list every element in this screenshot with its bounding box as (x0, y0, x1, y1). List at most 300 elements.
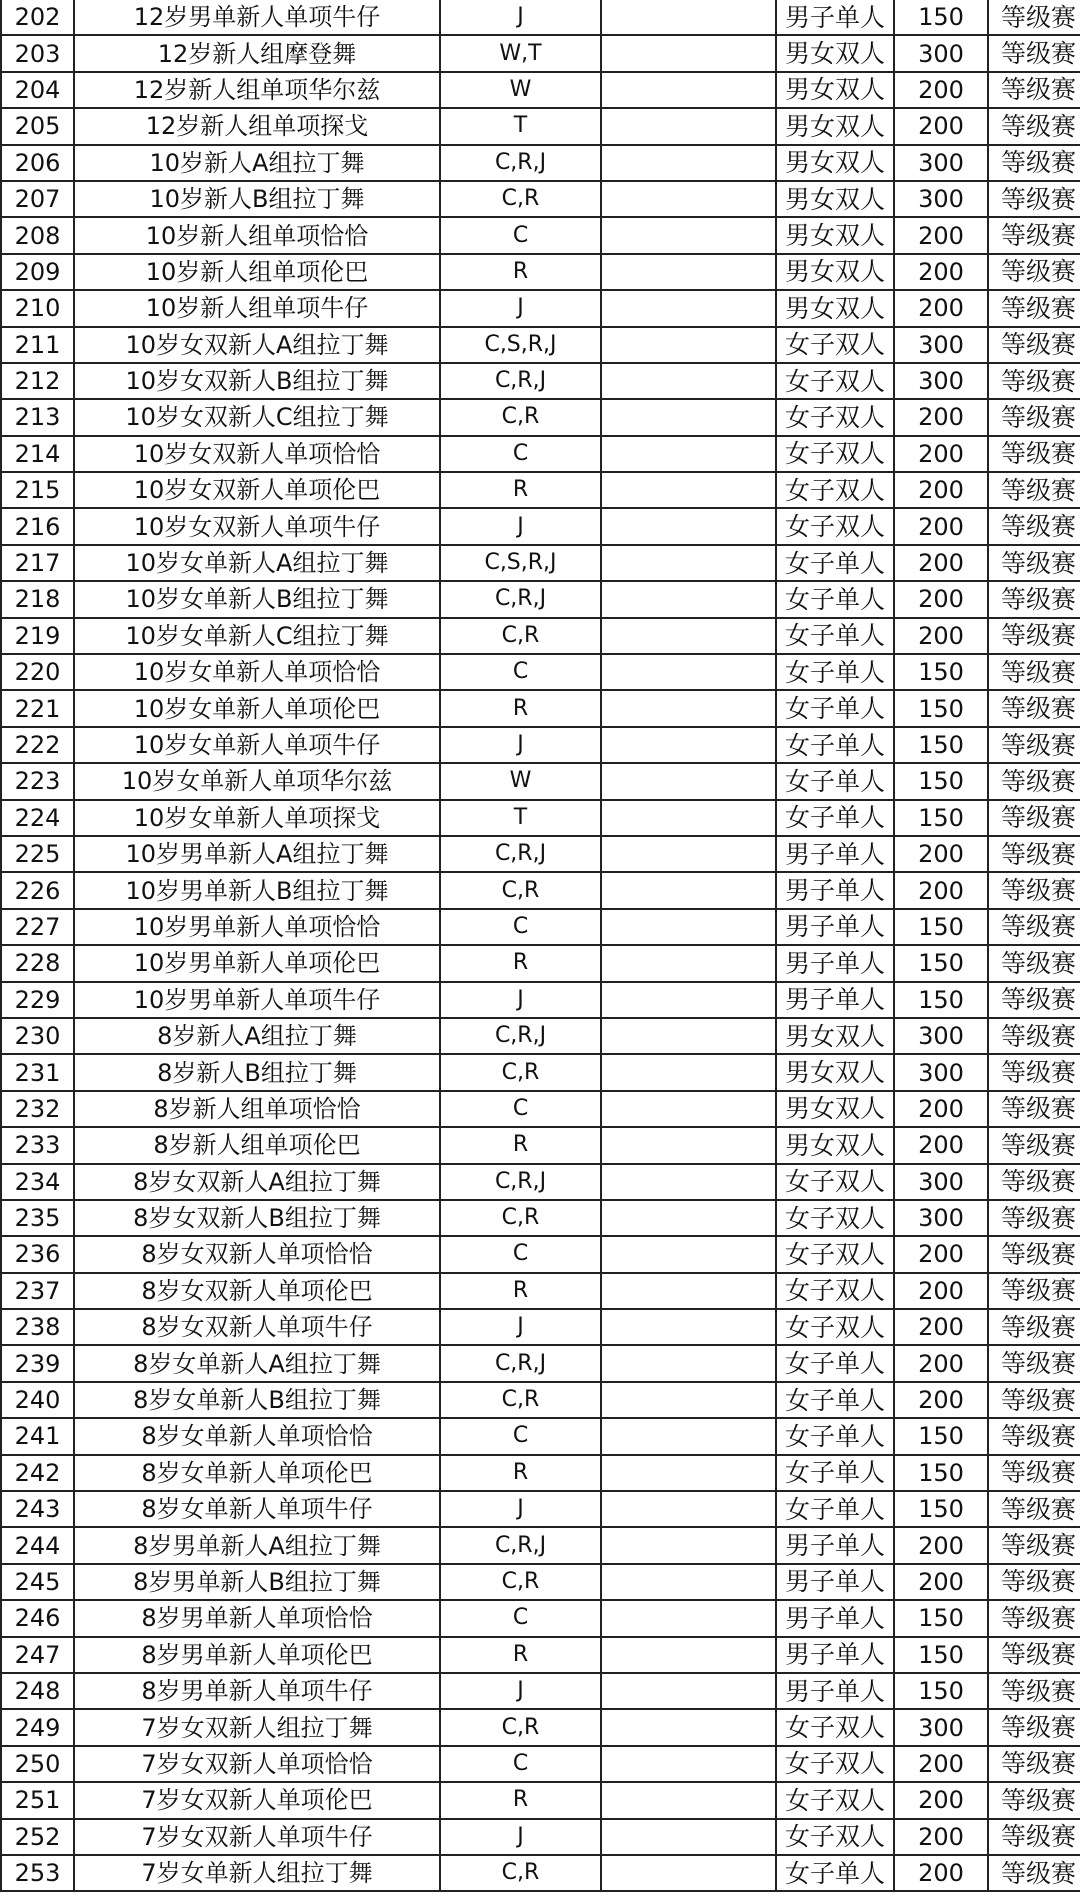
event-name-cell: 10岁新人组单项恰恰 (74, 217, 440, 253)
event-name-cell: 8岁男单新人B组拉丁舞 (74, 1564, 440, 1600)
entry-type-cell: 女子双人 (776, 1200, 894, 1236)
entry-type-cell: 女子双人 (776, 1164, 894, 1200)
level-cell: 等级赛 (988, 436, 1080, 472)
table-row (1, 1345, 1080, 1381)
entry-type-cell: 男女双人 (776, 290, 894, 326)
dance-code-cell: R (440, 1782, 601, 1818)
blank-cell (601, 0, 776, 35)
table-row (1, 545, 1080, 581)
blank-cell (601, 1309, 776, 1345)
event-number-cell: 246 (1, 1600, 74, 1636)
entry-type-cell: 男女双人 (776, 72, 894, 108)
blank-cell (601, 618, 776, 654)
dance-code-cell: C (440, 1418, 601, 1454)
event-number-cell: 240 (1, 1382, 74, 1418)
event-number-cell: 238 (1, 1309, 74, 1345)
entry-type-cell: 女子单人 (776, 763, 894, 799)
entry-type-cell: 男子单人 (776, 945, 894, 981)
event-name-cell: 10岁女单新人单项探戈 (74, 800, 440, 836)
event-name-cell: 8岁男单新人单项牛仔 (74, 1673, 440, 1709)
fee-cell: 200 (894, 1382, 988, 1418)
dance-code-cell: C,R (440, 1564, 601, 1600)
level-cell: 等级赛 (988, 1673, 1080, 1709)
blank-cell (601, 909, 776, 945)
fee-cell: 200 (894, 618, 988, 654)
dance-code-cell: C,R (440, 1382, 601, 1418)
table-row (1, 1855, 1080, 1891)
event-number-cell: 209 (1, 254, 74, 290)
blank-cell (601, 545, 776, 581)
fee-cell: 200 (894, 1273, 988, 1309)
table-row (1, 1127, 1080, 1163)
blank-cell (601, 763, 776, 799)
entry-type-cell: 女子双人 (776, 1273, 894, 1309)
blank-cell (601, 399, 776, 435)
blank-cell (601, 145, 776, 181)
entry-type-cell: 女子双人 (776, 1819, 894, 1855)
event-name-cell: 12岁新人组单项探戈 (74, 108, 440, 144)
event-number-cell: 232 (1, 1091, 74, 1127)
blank-cell (601, 254, 776, 290)
event-name-cell: 7岁女双新人单项伦巴 (74, 1782, 440, 1818)
event-number-cell: 224 (1, 800, 74, 836)
event-name-cell: 7岁女双新人单项恰恰 (74, 1746, 440, 1782)
event-name-cell: 8岁女单新人单项牛仔 (74, 1491, 440, 1527)
event-name-cell: 10岁女单新人单项伦巴 (74, 690, 440, 726)
entry-type-cell: 男女双人 (776, 1091, 894, 1127)
blank-cell (601, 945, 776, 981)
level-cell: 等级赛 (988, 1309, 1080, 1345)
dance-code-cell: R (440, 1637, 601, 1673)
entry-type-cell: 男子单人 (776, 982, 894, 1018)
level-cell: 等级赛 (988, 1491, 1080, 1527)
table-row (1, 1164, 1080, 1200)
table-row (1, 872, 1080, 908)
entry-type-cell: 女子单人 (776, 800, 894, 836)
dance-code-cell: C,R,J (440, 1345, 601, 1381)
dance-code-cell: R (440, 1273, 601, 1309)
event-number-cell: 242 (1, 1455, 74, 1491)
dance-code-cell: C,R,J (440, 1018, 601, 1054)
entry-type-cell: 女子双人 (776, 1309, 894, 1345)
table-row (1, 108, 1080, 144)
table-row (1, 254, 1080, 290)
level-cell: 等级赛 (988, 1855, 1080, 1891)
event-name-cell: 10岁女单新人单项牛仔 (74, 727, 440, 763)
fee-cell: 300 (894, 145, 988, 181)
table-row (1, 1819, 1080, 1855)
level-cell: 等级赛 (988, 1709, 1080, 1745)
fee-cell: 200 (894, 436, 988, 472)
table-row (1, 1600, 1080, 1636)
dance-code-cell: T (440, 108, 601, 144)
table-row (1, 1091, 1080, 1127)
entry-type-cell: 男子单人 (776, 1637, 894, 1673)
dance-code-cell: C,R (440, 1855, 601, 1891)
blank-cell (601, 1127, 776, 1163)
dance-code-cell: J (440, 982, 601, 1018)
fee-cell: 200 (894, 108, 988, 144)
fee-cell: 150 (894, 1673, 988, 1709)
table-row (1, 1018, 1080, 1054)
event-name-cell: 10岁女双新人C组拉丁舞 (74, 399, 440, 435)
entry-type-cell: 男子单人 (776, 836, 894, 872)
entry-type-cell: 女子双人 (776, 1746, 894, 1782)
event-number-cell: 207 (1, 181, 74, 217)
event-name-cell: 8岁女单新人A组拉丁舞 (74, 1345, 440, 1381)
event-number-cell: 217 (1, 545, 74, 581)
fee-cell: 300 (894, 1709, 988, 1745)
event-name-cell: 10岁女双新人单项伦巴 (74, 472, 440, 508)
table-row (1, 1673, 1080, 1709)
event-name-cell: 8岁女双新人单项牛仔 (74, 1309, 440, 1345)
event-name-cell: 8岁新人B组拉丁舞 (74, 1054, 440, 1090)
level-cell: 等级赛 (988, 1527, 1080, 1563)
table-row (1, 654, 1080, 690)
level-cell: 等级赛 (988, 108, 1080, 144)
entry-type-cell: 男子单人 (776, 909, 894, 945)
level-cell: 等级赛 (988, 872, 1080, 908)
dance-code-cell: C,R,J (440, 581, 601, 617)
blank-cell (601, 290, 776, 326)
blank-cell (601, 1637, 776, 1673)
fee-cell: 300 (894, 1054, 988, 1090)
blank-cell (601, 181, 776, 217)
fee-cell: 300 (894, 327, 988, 363)
event-name-cell: 10岁女单新人C组拉丁舞 (74, 618, 440, 654)
fee-cell: 200 (894, 1746, 988, 1782)
fee-cell: 200 (894, 1564, 988, 1600)
blank-cell (601, 1491, 776, 1527)
table-row (1, 1309, 1080, 1345)
blank-cell (601, 1746, 776, 1782)
entry-type-cell: 男子单人 (776, 1673, 894, 1709)
entry-type-cell: 女子单人 (776, 727, 894, 763)
fee-cell: 300 (894, 1018, 988, 1054)
fee-cell: 150 (894, 727, 988, 763)
fee-cell: 200 (894, 290, 988, 326)
entry-type-cell: 男女双人 (776, 108, 894, 144)
table-row (1, 618, 1080, 654)
event-name-cell: 8岁新人组单项恰恰 (74, 1091, 440, 1127)
dance-code-cell: J (440, 1819, 601, 1855)
level-cell: 等级赛 (988, 399, 1080, 435)
level-cell: 等级赛 (988, 217, 1080, 253)
dance-code-cell: C (440, 909, 601, 945)
level-cell: 等级赛 (988, 472, 1080, 508)
level-cell: 等级赛 (988, 35, 1080, 71)
table-row (1, 1564, 1080, 1600)
event-name-cell: 12岁新人组单项华尔兹 (74, 72, 440, 108)
table-body (1, 0, 1080, 1891)
event-number-cell: 203 (1, 35, 74, 71)
dance-code-cell: J (440, 1673, 601, 1709)
table-row (1, 436, 1080, 472)
event-name-cell: 10岁女双新人单项牛仔 (74, 508, 440, 544)
fee-cell: 150 (894, 982, 988, 1018)
dance-code-cell: J (440, 727, 601, 763)
event-number-cell: 233 (1, 1127, 74, 1163)
fee-cell: 150 (894, 1491, 988, 1527)
entry-type-cell: 女子双人 (776, 508, 894, 544)
dance-code-cell: C,R (440, 618, 601, 654)
blank-cell (601, 1855, 776, 1891)
level-cell: 等级赛 (988, 327, 1080, 363)
level-cell: 等级赛 (988, 1564, 1080, 1600)
level-cell: 等级赛 (988, 1418, 1080, 1454)
event-name-cell: 10岁女单新人单项华尔兹 (74, 763, 440, 799)
dance-code-cell: R (440, 1127, 601, 1163)
dance-code-cell: R (440, 254, 601, 290)
event-name-cell: 8岁女单新人B组拉丁舞 (74, 1382, 440, 1418)
fee-cell: 200 (894, 1309, 988, 1345)
table-row (1, 1236, 1080, 1272)
fee-cell: 300 (894, 181, 988, 217)
event-name-cell: 8岁男单新人单项伦巴 (74, 1637, 440, 1673)
table-row (1, 1455, 1080, 1491)
level-cell: 等级赛 (988, 581, 1080, 617)
event-number-cell: 205 (1, 108, 74, 144)
table-row (1, 72, 1080, 108)
fee-cell: 300 (894, 35, 988, 71)
fee-cell: 200 (894, 872, 988, 908)
event-name-cell: 8岁新人A组拉丁舞 (74, 1018, 440, 1054)
event-number-cell: 202 (1, 0, 74, 35)
event-name-cell: 10岁男单新人A组拉丁舞 (74, 836, 440, 872)
blank-cell (601, 1091, 776, 1127)
blank-cell (601, 508, 776, 544)
table-row (1, 181, 1080, 217)
dance-code-cell: C,R,J (440, 363, 601, 399)
entry-type-cell: 女子双人 (776, 436, 894, 472)
level-cell: 等级赛 (988, 1746, 1080, 1782)
fee-cell: 150 (894, 0, 988, 35)
dance-code-cell: C (440, 1236, 601, 1272)
fee-cell: 200 (894, 1091, 988, 1127)
event-number-cell: 253 (1, 1855, 74, 1891)
event-name-cell: 10岁男单新人单项伦巴 (74, 945, 440, 981)
event-name-cell: 10岁新人组单项伦巴 (74, 254, 440, 290)
event-number-cell: 231 (1, 1054, 74, 1090)
fee-cell: 200 (894, 1345, 988, 1381)
entry-type-cell: 女子单人 (776, 581, 894, 617)
fee-cell: 200 (894, 254, 988, 290)
event-number-cell: 227 (1, 909, 74, 945)
fee-cell: 200 (894, 836, 988, 872)
dance-code-cell: C,R (440, 872, 601, 908)
fee-cell: 150 (894, 690, 988, 726)
level-cell: 等级赛 (988, 1054, 1080, 1090)
level-cell: 等级赛 (988, 254, 1080, 290)
event-number-cell: 243 (1, 1491, 74, 1527)
blank-cell (601, 1819, 776, 1855)
table-row (1, 1637, 1080, 1673)
event-number-cell: 236 (1, 1236, 74, 1272)
fee-cell: 300 (894, 1200, 988, 1236)
table-row (1, 1709, 1080, 1745)
table-row (1, 1200, 1080, 1236)
level-cell: 等级赛 (988, 1091, 1080, 1127)
level-cell: 等级赛 (988, 1782, 1080, 1818)
dance-code-cell: C,R (440, 1054, 601, 1090)
table-row (1, 1273, 1080, 1309)
event-name-cell: 10岁新人B组拉丁舞 (74, 181, 440, 217)
entry-type-cell: 女子双人 (776, 399, 894, 435)
entry-type-cell: 男子单人 (776, 1527, 894, 1563)
entry-type-cell: 男女双人 (776, 254, 894, 290)
event-name-cell: 8岁女单新人单项恰恰 (74, 1418, 440, 1454)
level-cell: 等级赛 (988, 1819, 1080, 1855)
event-name-cell: 12岁新人组摩登舞 (74, 35, 440, 71)
event-number-cell: 211 (1, 327, 74, 363)
table-row (1, 1746, 1080, 1782)
blank-cell (601, 872, 776, 908)
entry-type-cell: 女子单人 (776, 1855, 894, 1891)
level-cell: 等级赛 (988, 1600, 1080, 1636)
fee-cell: 200 (894, 472, 988, 508)
table-row (1, 836, 1080, 872)
blank-cell (601, 1782, 776, 1818)
table-row (1, 800, 1080, 836)
event-number-cell: 216 (1, 508, 74, 544)
fee-cell: 150 (894, 763, 988, 799)
dance-code-cell: C,R (440, 1709, 601, 1745)
table-row (1, 508, 1080, 544)
entry-type-cell: 女子单人 (776, 1418, 894, 1454)
fee-cell: 200 (894, 217, 988, 253)
dance-code-cell: W,T (440, 35, 601, 71)
entry-type-cell: 女子双人 (776, 472, 894, 508)
blank-cell (601, 472, 776, 508)
event-name-cell: 10岁男单新人单项牛仔 (74, 982, 440, 1018)
entry-type-cell: 男女双人 (776, 1054, 894, 1090)
event-name-cell: 10岁女单新人B组拉丁舞 (74, 581, 440, 617)
level-cell: 等级赛 (988, 800, 1080, 836)
level-cell: 等级赛 (988, 1127, 1080, 1163)
blank-cell (601, 72, 776, 108)
blank-cell (601, 1273, 776, 1309)
event-name-cell: 10岁女单新人A组拉丁舞 (74, 545, 440, 581)
blank-cell (601, 1673, 776, 1709)
blank-cell (601, 1382, 776, 1418)
level-cell: 等级赛 (988, 690, 1080, 726)
blank-cell (601, 1455, 776, 1491)
dance-code-cell: C,R,J (440, 836, 601, 872)
fee-cell: 150 (894, 654, 988, 690)
dance-code-cell: C,S,R,J (440, 327, 601, 363)
fee-cell: 200 (894, 1527, 988, 1563)
level-cell: 等级赛 (988, 145, 1080, 181)
entry-type-cell: 女子单人 (776, 618, 894, 654)
fee-cell: 150 (894, 945, 988, 981)
event-number-cell: 237 (1, 1273, 74, 1309)
event-number-cell: 226 (1, 872, 74, 908)
table-row (1, 327, 1080, 363)
level-cell: 等级赛 (988, 290, 1080, 326)
entry-type-cell: 女子双人 (776, 1782, 894, 1818)
dance-code-cell: R (440, 690, 601, 726)
blank-cell (601, 363, 776, 399)
entry-type-cell: 女子单人 (776, 1491, 894, 1527)
dance-code-cell: C,R (440, 181, 601, 217)
dance-code-cell: J (440, 1491, 601, 1527)
blank-cell (601, 654, 776, 690)
blank-cell (601, 35, 776, 71)
event-number-cell: 223 (1, 763, 74, 799)
event-number-cell: 208 (1, 217, 74, 253)
event-number-cell: 214 (1, 436, 74, 472)
table-row (1, 290, 1080, 326)
fee-cell: 300 (894, 1164, 988, 1200)
level-cell: 等级赛 (988, 727, 1080, 763)
dance-code-cell: C,R,J (440, 145, 601, 181)
dance-code-cell: C (440, 1091, 601, 1127)
entry-type-cell: 女子单人 (776, 690, 894, 726)
event-number-cell: 245 (1, 1564, 74, 1600)
fee-cell: 200 (894, 72, 988, 108)
dance-code-cell: R (440, 1455, 601, 1491)
level-cell: 等级赛 (988, 1455, 1080, 1491)
table-row (1, 1491, 1080, 1527)
table-row (1, 690, 1080, 726)
event-name-cell: 8岁女双新人A组拉丁舞 (74, 1164, 440, 1200)
event-number-cell: 220 (1, 654, 74, 690)
dance-code-cell: C,R (440, 1200, 601, 1236)
dance-code-cell: J (440, 290, 601, 326)
level-cell: 等级赛 (988, 1637, 1080, 1673)
entry-type-cell: 男女双人 (776, 1018, 894, 1054)
event-name-cell: 10岁新人组单项牛仔 (74, 290, 440, 326)
level-cell: 等级赛 (988, 982, 1080, 1018)
entry-type-cell: 女子单人 (776, 1345, 894, 1381)
blank-cell (601, 1600, 776, 1636)
event-number-cell: 239 (1, 1345, 74, 1381)
blank-cell (601, 836, 776, 872)
blank-cell (601, 1054, 776, 1090)
event-number-cell: 218 (1, 581, 74, 617)
level-cell: 等级赛 (988, 763, 1080, 799)
event-number-cell: 247 (1, 1637, 74, 1673)
event-number-cell: 204 (1, 72, 74, 108)
event-number-cell: 230 (1, 1018, 74, 1054)
entry-type-cell: 男子单人 (776, 1564, 894, 1600)
fee-cell: 200 (894, 1855, 988, 1891)
dance-code-cell: C (440, 217, 601, 253)
level-cell: 等级赛 (988, 909, 1080, 945)
fee-cell: 150 (894, 1418, 988, 1454)
event-number-cell: 229 (1, 982, 74, 1018)
event-name-cell: 10岁新人A组拉丁舞 (74, 145, 440, 181)
entry-type-cell: 男女双人 (776, 217, 894, 253)
event-name-cell: 10岁男单新人单项恰恰 (74, 909, 440, 945)
fee-cell: 200 (894, 581, 988, 617)
fee-cell: 200 (894, 1819, 988, 1855)
event-name-cell: 8岁男单新人单项恰恰 (74, 1600, 440, 1636)
fee-cell: 200 (894, 1236, 988, 1272)
level-cell: 等级赛 (988, 363, 1080, 399)
entry-type-cell: 男女双人 (776, 145, 894, 181)
table-row (1, 0, 1080, 35)
event-number-cell: 213 (1, 399, 74, 435)
table-row (1, 763, 1080, 799)
event-name-cell: 8岁女双新人单项恰恰 (74, 1236, 440, 1272)
event-name-cell: 10岁女双新人B组拉丁舞 (74, 363, 440, 399)
blank-cell (601, 800, 776, 836)
dance-code-cell: C (440, 1746, 601, 1782)
event-name-cell: 8岁女双新人B组拉丁舞 (74, 1200, 440, 1236)
entry-type-cell: 女子单人 (776, 1455, 894, 1491)
event-name-cell: 7岁女单新人组拉丁舞 (74, 1855, 440, 1891)
